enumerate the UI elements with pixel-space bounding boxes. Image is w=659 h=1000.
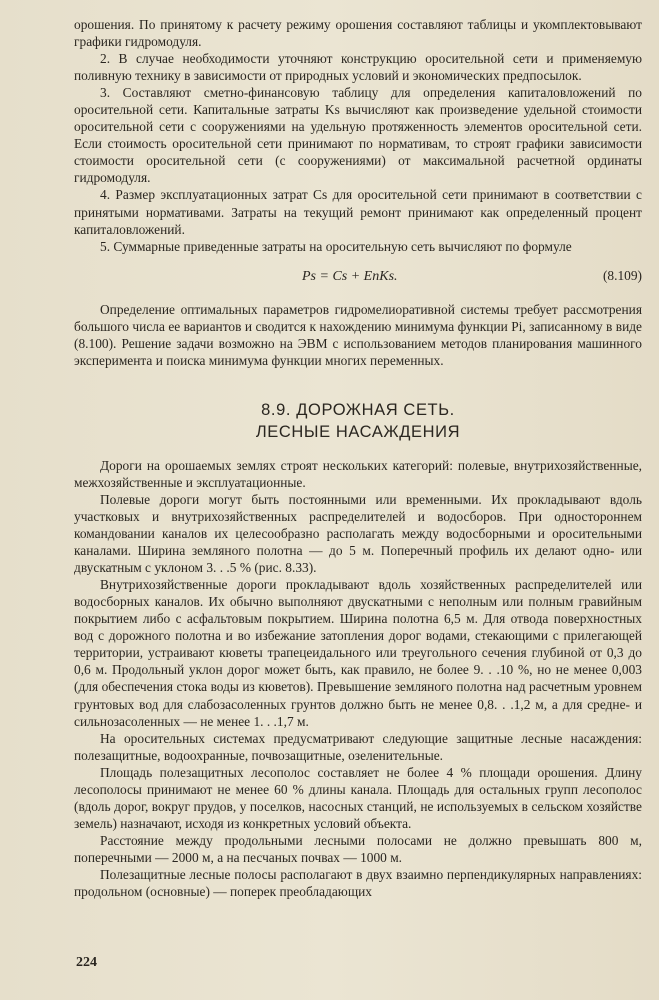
paragraph-strip-directions: Полезащитные лесные полосы располагают в двух взаимно перпендикулярных направлениях: продольном (основные) — поперек преобладающих [74, 866, 642, 900]
page-number: 224 [76, 955, 97, 970]
section-heading-line-1: 8.9. ДОРОЖНАЯ СЕТЬ. [261, 400, 455, 419]
paragraph-field-roads: Полевые дороги могут быть постоянными или временными. Их прокладывают вдоль участковых и внутрихозяйственных распределителей и водосборов. При одностороннем командовании каналов их целесообразно располагать между водосборными и оросительными каналами. Ширина земляного полотна — до 5 м. Поперечный профиль их делают одно- или двускатным с уклоном 3. . .5 % (рис. 8.33). [74, 491, 642, 576]
paragraph-forest-area: Площадь полезащитных лесополос составляет не более 4 % площади орошения. Длину лесополосы принимают не менее 60 % длины канала. Площадь для остальных групп лесополос (вдоль дорог, вокруг прудов, у поселков, насосных станций, не используемых в сельском хозяйстве земель) назначают, исходя из конкретных условий объекта. [74, 764, 642, 831]
section-heading-line-2: ЛЕСНЫЕ НАСАЖДЕНИЯ [255, 422, 461, 441]
paragraph-strip-distance: Расстояние между продольными лесными полосами не должно превышать 800 м, поперечными — 2000 м, а на песчаных почвах — 1000 м. [74, 832, 642, 865]
paragraph-optimization: Определение оптимальных параметров гидромелиоративной системы требует рассмотрения большого числа ее вариантов и сводится к нахождению минимума функции Pi, записанному в виде (8.100). Решение задачи возможно на ЭВМ с использованием методов планирования машинного эксперимента и поиска минимума функции многих переменных. [74, 301, 642, 368]
section-heading [74, 399, 642, 443]
paragraph-item-2: 2. В случае необходимости уточняют конструкцию оросительной сети и применяемую поливную технику в зависимости от природных условий и экономических предпосылок. [74, 51, 642, 84]
paragraph-item-3: 3. Составляют сметно-финансовую таблицу для определения капиталовложений по оросительной сети. Капитальные затраты Ks вычисляют как произведение удельной стоимости оросительной сети с сооружениями на удельную протяженность элементов оросительной сети. Если стоимость оросительной сети принимают по нормативам, то строят графики зависимости стоимости оросительной сети (с сооружениями) от максимальной расчетной ординаты гидромодуля. [74, 85, 642, 186]
equation-number: (8.109) [602, 267, 642, 283]
paragraph-item-5: 5. Суммарные приведенные затраты на оросительную сеть вычисляют по формуле [100, 238, 572, 254]
paragraph-road-categories: Дороги на орошаемых землях строят нескольких категорий: полевые, внутрихозяйственные, межхозяйственные и эксплуатационные. [74, 457, 642, 490]
paragraph-internal-roads: Внутрихозяйственные дороги прокладывают вдоль хозяйственных распределителей или водосборных каналов. Их обычно выполняют двускатными с неполным или полным гравийным покрытием либо с асфальтовым покрытием. Ширина полотна 6,5 м. Для отвода поверхностных вод с дорожного полотна и во избежание затопления дорог водами, стекающими с прилегающей территории, устраивают кюветы трапецеидального или треугольного сечения глубиной от 0,3 до 0,6 м. Продольный уклон дорог может быть, как правило, не более 9. . .10 %, но не менее 0,003 (для обеспечения стока воды из кюветов). Превышение земляного полотна над расчетным уровнем грунтовых вод для слабозасоленных грунтов должно быть не менее 0,8. . .1,2 м, а для средне- и сильнозасоленных — не менее 1. . .1,7 м. [74, 577, 642, 729]
paragraph-item-4: 4. Размер эксплуатационных затрат Cs для оросительной сети принимают в соответствии с принятыми нормативами. Затраты на текущий ремонт принимают как определенный процент капиталовложений. [74, 187, 642, 237]
paragraph-irrigation-tables: орошения. По принятому к расчету режиму орошения составляют таблицы и укомплектовывают графики гидромодуля. [74, 17, 642, 50]
paragraph-protective-forests: На оросительных системах предусматривают следующие защитные лесные насаждения: полезащитные, водоохранные, почвозащитные, озеленительные. [74, 730, 642, 763]
formula-8-109: Ps = Cs + EnKs. [302, 268, 398, 284]
page-body [74, 16, 642, 900]
formula-row [74, 267, 642, 285]
